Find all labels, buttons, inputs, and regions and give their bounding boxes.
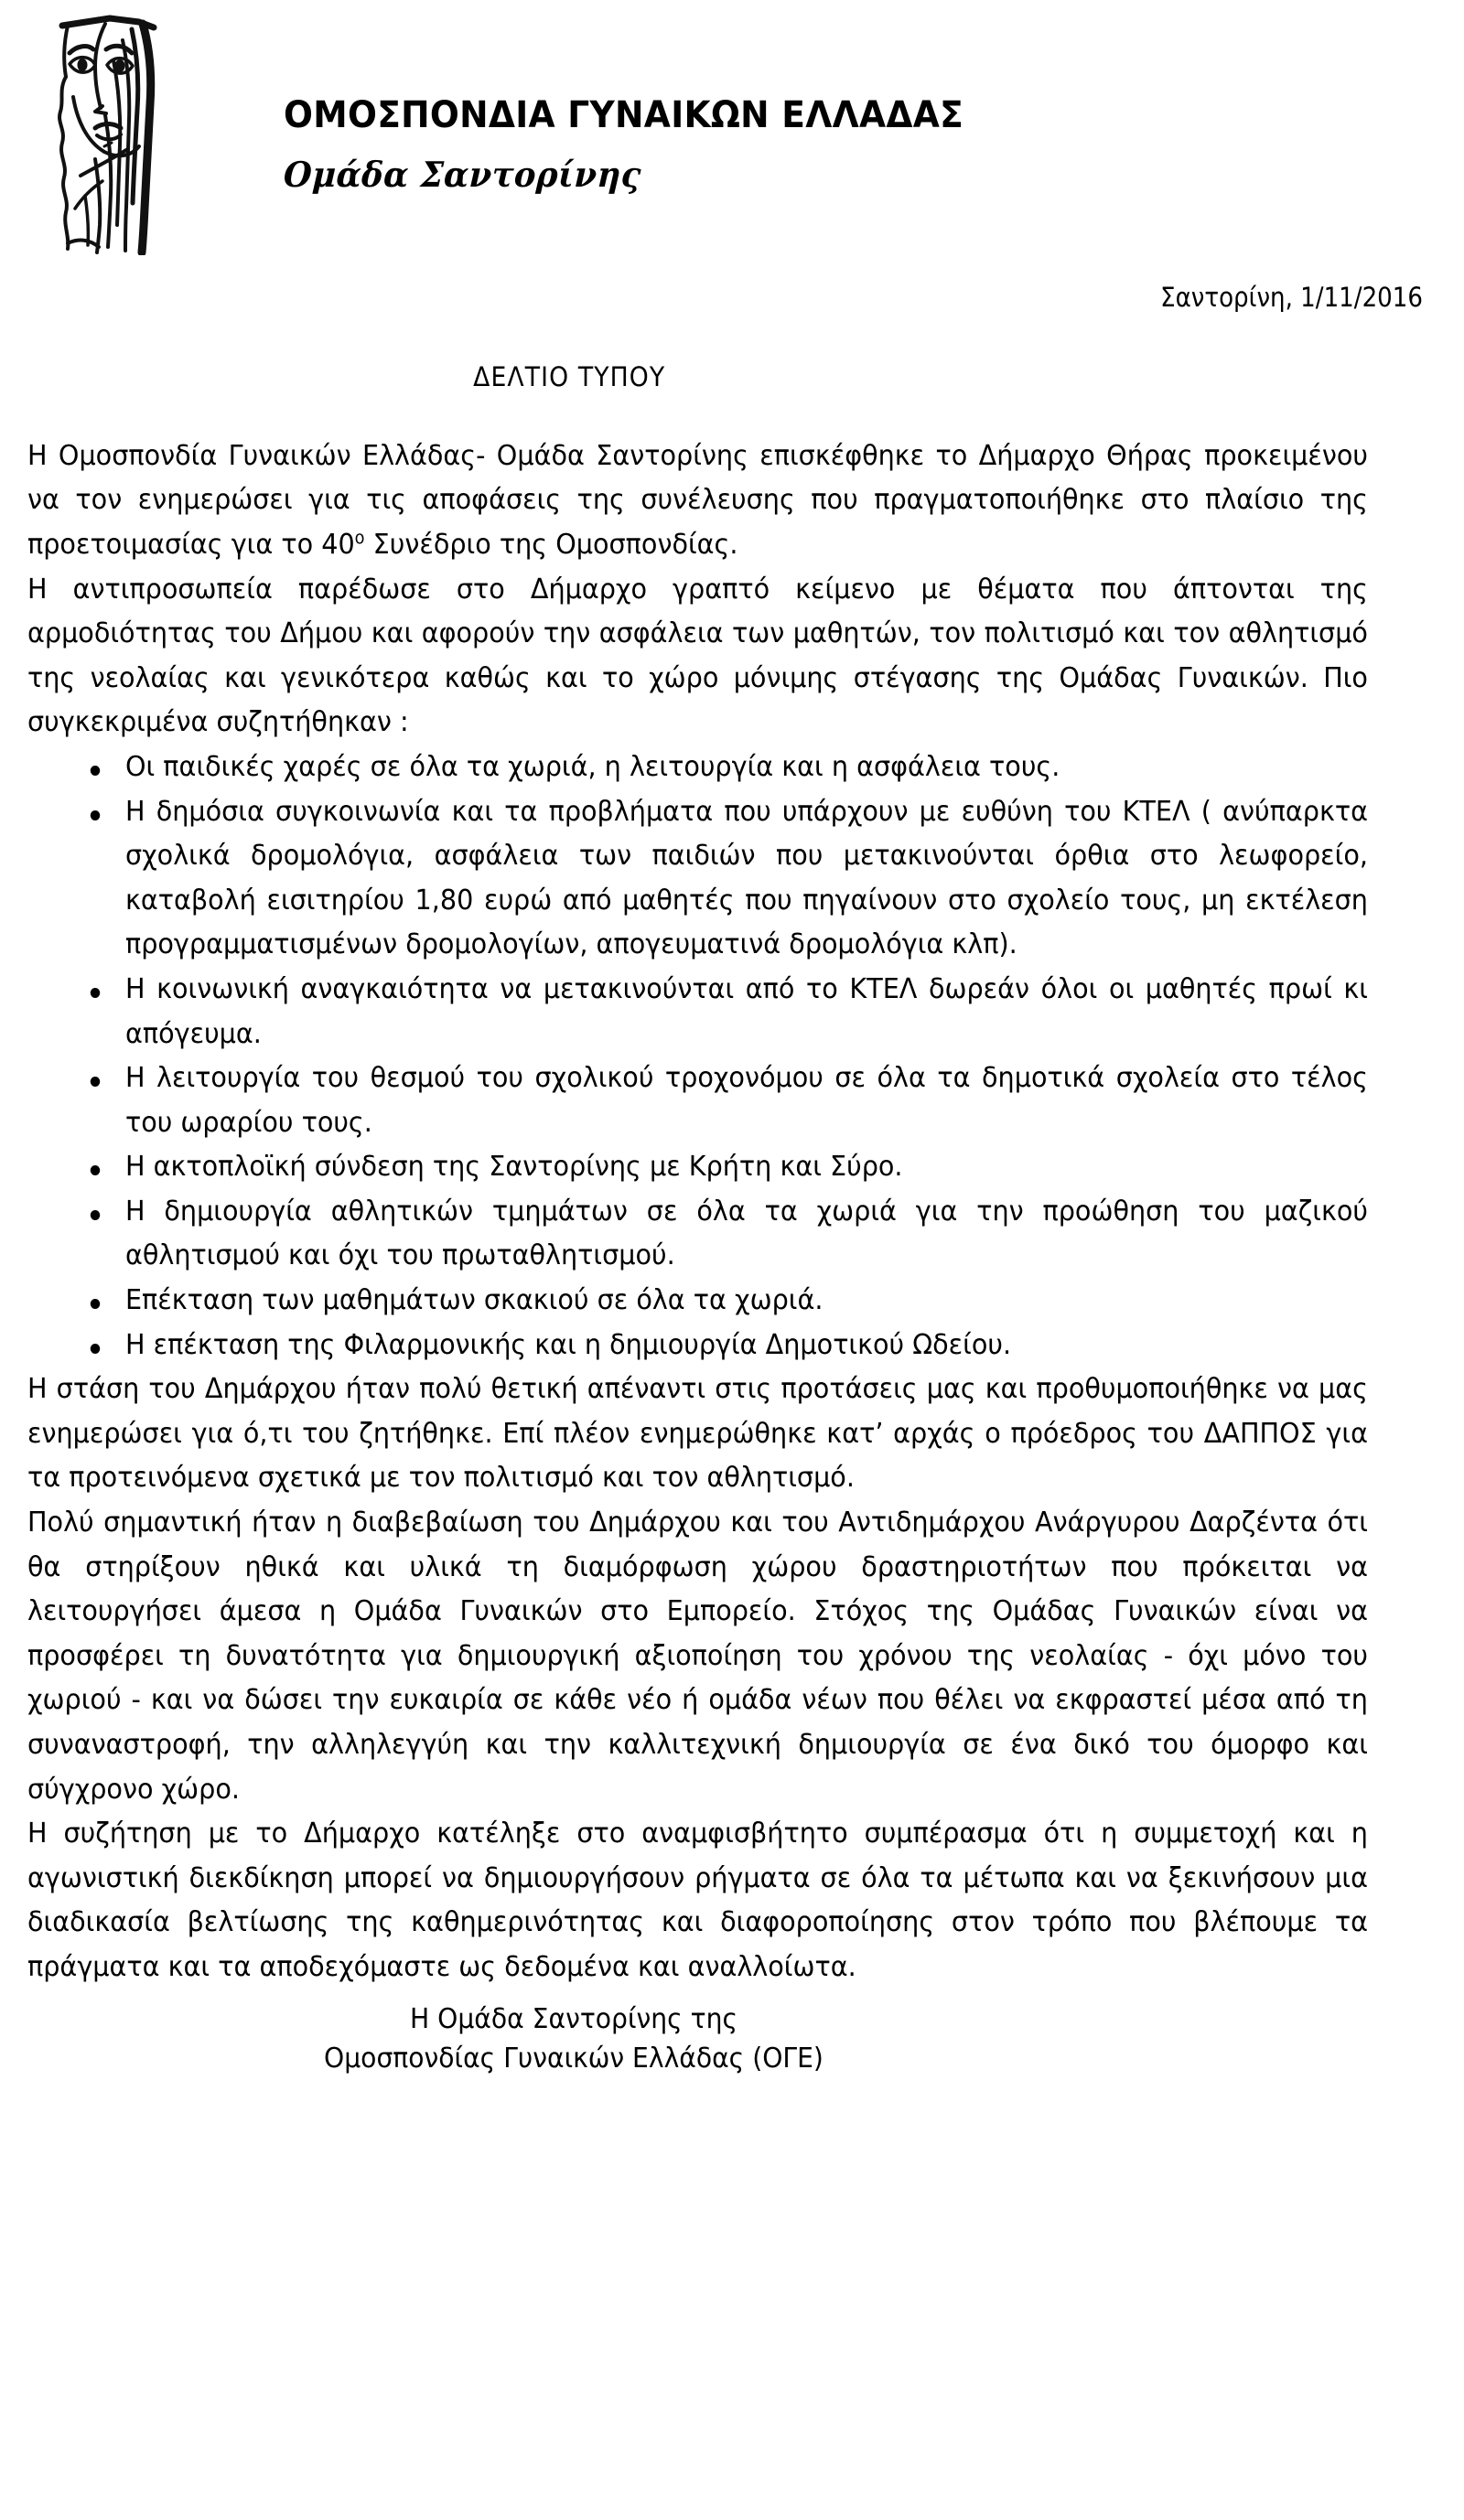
page-title: ΔΕΛΤΙΟ ΤΥΠΟΥ <box>473 360 666 392</box>
paragraph-mayor-response: Η στάση του Δημάρχου ήταν πολύ θετική απέναντι στις προτάσεις μας και προθυμοποιήθηκε να μας ενημερώσει για ό,τι του ζητήθηκε. Επί πλέον ενημερώθηκε κατ’ αρχάς ο πρόεδρος του ΔΑΠΠΟΣ για τα προτεινόμενα σχετικά με τον πολιτισμό και τον αθλητισμό. <box>27 1373 1368 1495</box>
paragraph-intro <box>27 434 1368 568</box>
list-item: Η λειτουργία του θεσμού του σχολικού τροχονόμου σε όλα τα δημοτικά σχολεία στο τέλος του ωραρίου τους. <box>27 1056 1368 1145</box>
list-item: Η ακτοπλοϊκή σύνδεση της Σαντορίνης με Κρήτη και Σύρο. <box>27 1145 1368 1190</box>
woman-face-line-art-logo-icon <box>55 13 220 255</box>
paragraph-assurance: Πολύ σημαντική ήταν η διαβεβαίωση του Δημάρχου και του Αντιδημάρχου Ανάργυρου Δαρζέντα ότι θα στηρίξουν ηθικά και υλικά τη διαμόρφωση χώρου δραστηριοτήτων που πρόκειται να λειτουργήσει άμεσα η Ομάδα Γυναικών στο Εμπορείο. Στόχος της Ομάδας Γυναικών είναι να προσφέρει τη δυνατότητα για δημιουργική αξιοποίηση του χρόνου της νεολαίας - όχι μόνο του χωριού - και να δώσει την ευκαιρία σε κάθε νέο ή ομάδα νέων που θέλει να εκφραστεί μέσα από τη συναναστροφή, την αλληλεγγύη και την καλλιτεχνική δημιουργία σε ένα δικό του όμορφο και σύγχρονο χώρο. <box>27 1507 1368 1806</box>
signature-line-2: Ομοσπονδίας Γυναικών Ελλάδας (ΟΓΕ) <box>324 2043 824 2075</box>
list-item: Η δημιουργία αθλητικών τμημάτων σε όλα τα χωριά για την προώθηση του μαζικού αθλητισμού και όχι του πρωταθλητισμού. <box>27 1190 1368 1279</box>
paragraph-intro-text-b: Συνέδριο της Ομοσπονδίας. <box>364 528 738 561</box>
organization-subtitle: Ομάδα Σαντορίνης <box>282 154 642 195</box>
list-item: Η κοινωνική αναγκαιότητα να μετακινούνται από το ΚΤΕΛ δωρεάν όλοι οι μαθητές πρωί κι απόγευμα. <box>27 968 1368 1056</box>
discussed-topics-list <box>27 745 1431 1367</box>
paragraph-intro-text-a: Η Ομοσπονδία Γυναικών Ελλάδας- Ομάδα Σαντορίνης επισκέφθηκε το Δήμαρχο Θήρας προκειμένου να τον ενημερώσει για τις αποφάσεις της συνέλευσης που πραγματοποιήθηκε στο πλαίσιο της προετοιμασίας για το 40 <box>27 439 1368 561</box>
list-item: Οι παιδικές χαρές σε όλα τα χωριά, η λειτουργία και η ασφάλεια τους. <box>27 745 1368 790</box>
list-item: Η δημόσια συγκοινωνία και τα προβλήματα που υπάρχουν με ευθύνη του ΚΤΕΛ ( ανύπαρκτα σχολικά δρομολόγια, ασφάλεια των παιδιών που μετακινούνται όρθια στο λεωφορείο, καταβολή εισιτηρίου 1,80 ευρώ από μαθητές που πηγαίνουν στο σχολείο τους, μη εκτέλεση προγραμματισμένων δρομολογίων, απογευματινά δρομολόγια κλπ). <box>27 790 1368 968</box>
logo-block <box>27 0 220 255</box>
letterhead <box>27 0 1431 274</box>
list-item: Επέκταση των μαθημάτων σκακιού σε όλα τα χωριά. <box>27 1279 1368 1324</box>
list-item: Η επέκταση της Φιλαρμονικής και η δημιουργία Δημοτικού Ωδείου. <box>27 1324 1368 1368</box>
ordinal-superscript: ο <box>354 528 365 548</box>
date-line: Σαντορίνη, 1/11/2016 <box>1160 282 1423 313</box>
signature-line-1: Η Ομάδα Σαντορίνης της <box>409 2002 738 2035</box>
organization-title: ΟΜΟΣΠΟΝΔΙΑ ΓΥΝΑΙΚΩΝ ΕΛΛΑΔΑΣ <box>284 94 964 136</box>
document-body <box>27 434 1431 1990</box>
paragraph-delegation: Η αντιπροσωπεία παρέδωσε στο Δήμαρχο γραπτό κείμενο με θέματα που άπτονται της αρμοδιότητας του Δήμου και αφορούν την ασφάλεια των μαθητών, τον πολιτισμό και τον αθλητισμό της νεολαίας και γενικότερα καθώς και το χώρο μόνιμης στέγασης της Ομάδας Γυναικών. Πιο συγκεκριμένα συζητήθηκαν : <box>27 573 1368 739</box>
signature-block <box>27 2000 1431 2079</box>
paragraph-conclusion: Η συζήτηση με το Δήμαρχο κατέληξε στο αναμφισβήτητο συμπέρασμα ότι η συμμετοχή και η αγωνιστική διεκδίκηση μπορεί να δημιουργήσουν ρήγματα σε όλα τα μέτωπα και να ξεκινήσουν μια διαδικασία βελτίωσης της καθημερινότητας και διαφοροποίησης στον τρόπο που βλέπουμε τα πράγματα και τα αποδεχόμαστε ως δεδομένα και αναλλοίωτα. <box>27 1818 1368 1983</box>
organization-names <box>220 0 1431 193</box>
